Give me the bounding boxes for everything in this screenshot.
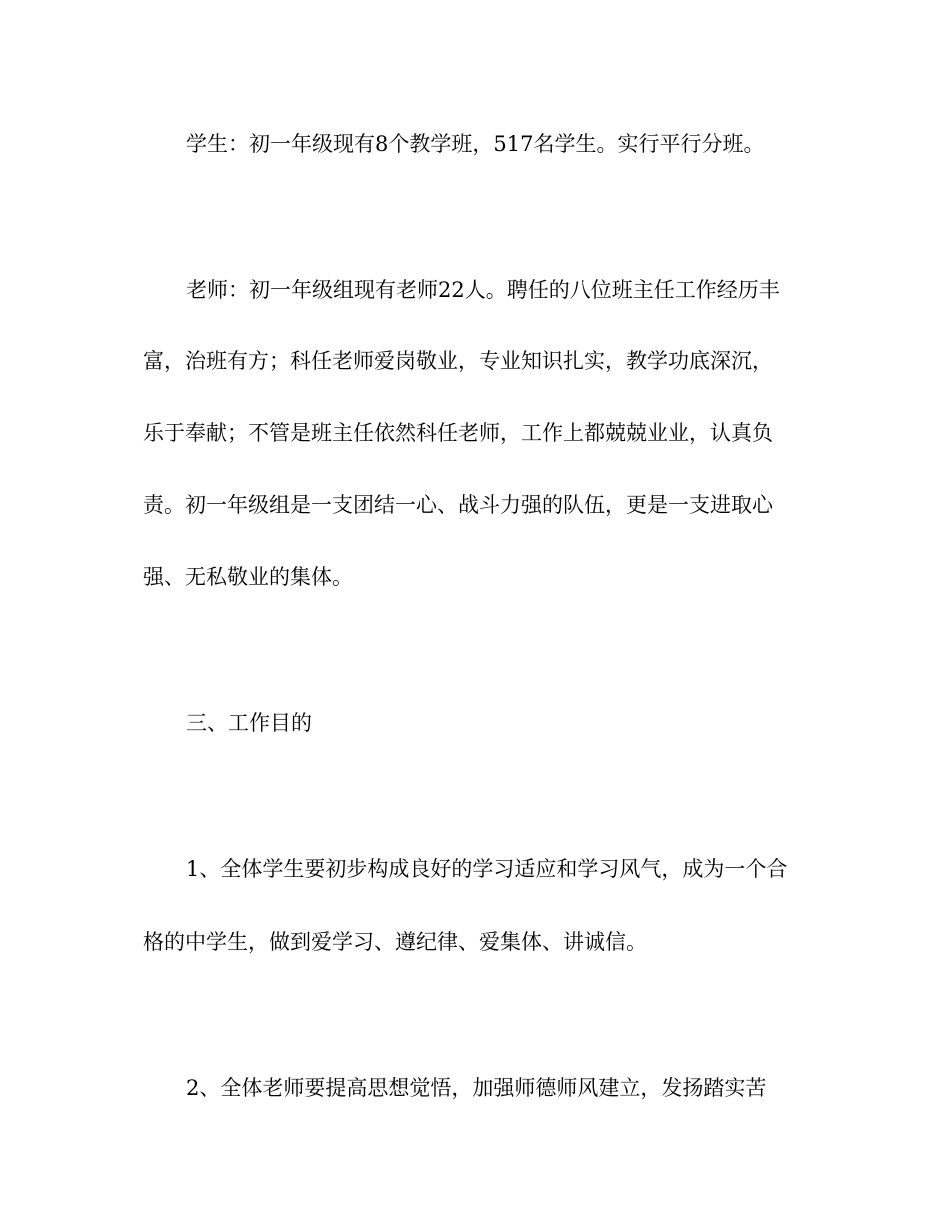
section-heading: 三、工作目的 xyxy=(186,711,312,735)
teachers-paragraph-line-1: 老师：初一年级组现有老师22人。聘任的八位班主任工作经历丰 xyxy=(186,278,780,302)
goal-2-line-1: 2、全体老师要提高思想觉悟，加强师德师风建立，发扬踏实苦 xyxy=(186,1076,767,1100)
teachers-paragraph-line-4: 责。初一年级组是一支团结一心、战斗力强的队伍，更是一支进取心 xyxy=(143,493,773,517)
goal-1-line-2: 格的中学生，做到爱学习、遵纪律、爱集体、讲诚信。 xyxy=(143,930,647,954)
teachers-paragraph-line-2: 富，治班有方；科任老师爱岗敬业，专业知识扎实，教学功底深沉， xyxy=(143,349,773,373)
teachers-paragraph-line-3: 乐于奉献；不管是班主任依然科任老师，工作上都兢兢业业，认真负 xyxy=(143,421,773,445)
teachers-paragraph-line-5: 强、无私敬业的集体。 xyxy=(143,565,353,589)
students-paragraph: 学生：初一年级现有8个教学班，517名学生。实行平行分班。 xyxy=(186,132,765,156)
goal-1-line-1: 1、全体学生要初步构成良好的学习适应和学习风气，成为一个合 xyxy=(186,857,788,881)
